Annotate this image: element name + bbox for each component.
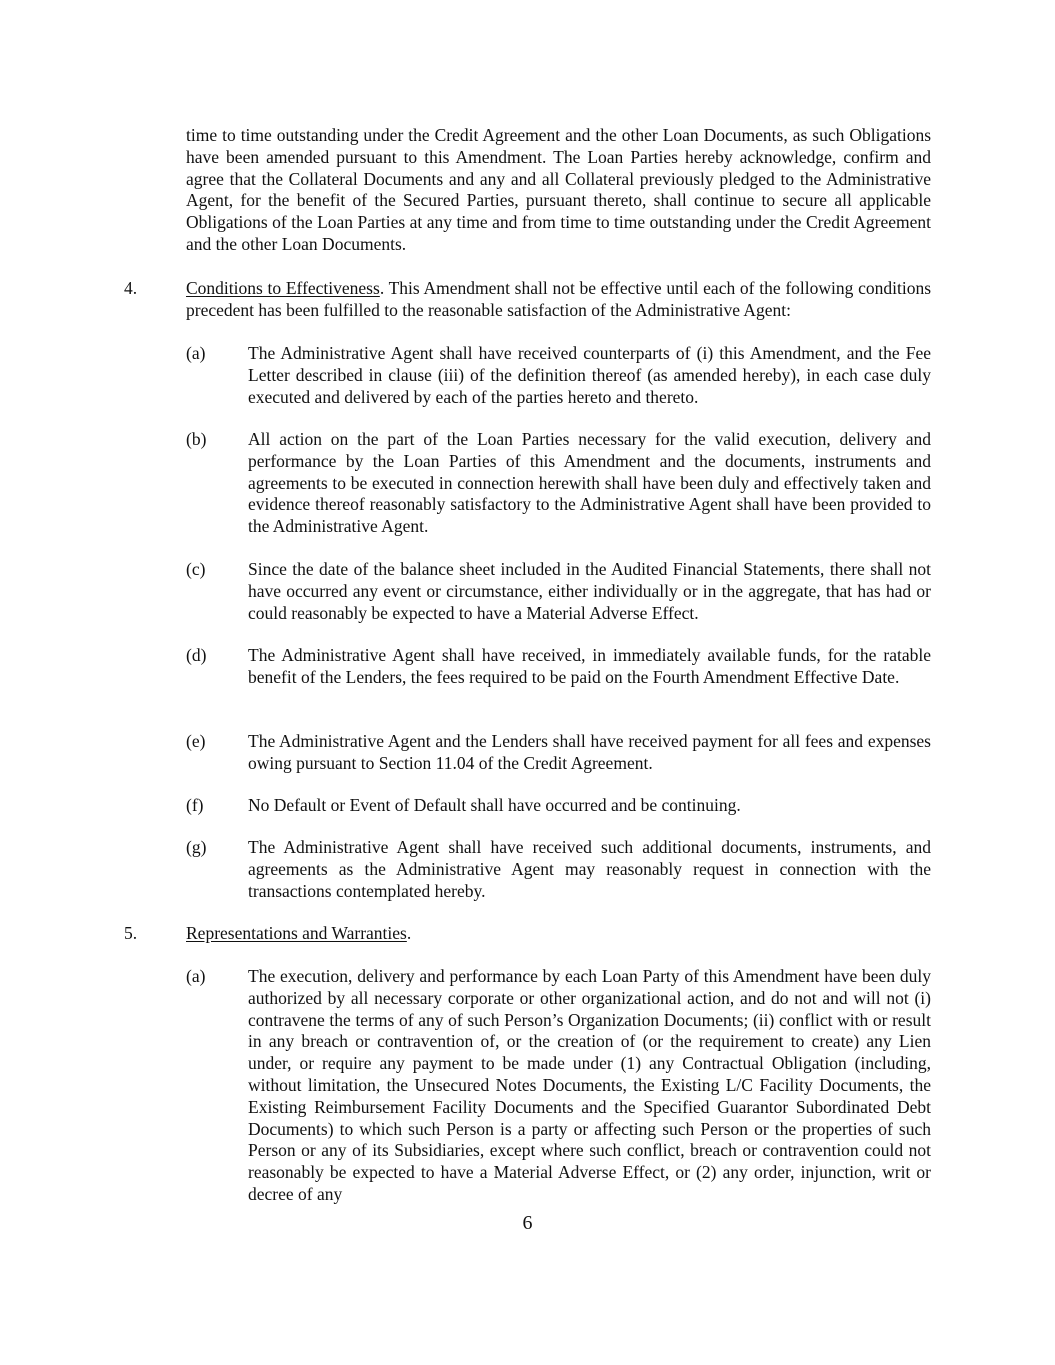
section-4-item-g-text: The Administrative Agent shall have received such additional documents, instruments, and agreements as the Administrative Agent may reasonably request in connection with the transactions contemplated hereby.: [248, 837, 931, 901]
section-4-item-d-text: The Administrative Agent shall have received, in immediately available funds, for the ratable benefit of the Lenders, the fees required to be paid on the Fourth Amendment Effective Date.: [248, 645, 931, 687]
section-4-item-c-label: (c): [186, 559, 206, 579]
page-number: 6: [522, 1212, 533, 1234]
section-5-item-a-text: The execution, delivery and performance by each Loan Party of this Amendment have been duly authorized by all necessary corporate or other organizational action, and do not and will not (i) contravene the terms of any of such Person’s Organization Documents; (ii) conflict with or result in any breach or contravention of, or the creation of (or the requirement to create) any Lien under, or require any payment to be made under (1) any Contractual Obligation (including, without limitation, the Unsecured Notes Documents, the Existing L/C Facility Documents, the Existing Reimbursement Facility Documents and the Specified Guarantor Subordinated Debt Documents) to which such Person is a party or affecting such Person or the properties of such Person or any of its Subsidiaries, except where such conflict, breach or contravention could not reasonably be expected to have a Material Adverse Effect, or (2) any order, injunction, writ or decree of any: [248, 966, 931, 1204]
section-4-item-f-text: No Default or Event of Default shall have occurred and be continuing.: [248, 795, 741, 815]
section-4-intro-text: . This Amendment shall not be effective until each of the following conditions precedent has been fulfilled to the reasonable satisfaction of the Administrative Agent:: [186, 278, 931, 320]
section-4-item-a-text: The Administrative Agent shall have received counterparts of (i) this Amendment, and the Fee Letter described in clause (iii) of the definition thereof (as amended hereby), in each case duly executed and delivered by each of the parties hereto and thereto.: [248, 343, 931, 407]
section-4-heading: Conditions to Effectiveness: [186, 278, 380, 298]
section-4-item-d-label: (d): [186, 645, 207, 665]
section-4-item-b-text: All action on the part of the Loan Parties necessary for the valid execution, delivery and performance by the Loan Parties of this Amendment and the documents, instruments and agreements to be executed in connection herewith shall have been duly and effectively taken and evidence thereof reasonably satisfactory to the Administrative Agent shall have been provided to the Administrative Agent.: [248, 429, 931, 537]
section-5-intro-text: .: [406, 923, 412, 943]
section-4-intro: [186, 278, 931, 322]
section-5-heading: Representations and Warranties: [186, 923, 407, 943]
section-5-intro: [186, 923, 931, 945]
section-4-item-a-label: (a): [186, 343, 206, 363]
section-4-number: 4.: [124, 278, 138, 298]
section-4-item-b-label: (b): [186, 429, 207, 449]
section-4-item-e-label: (e): [186, 731, 206, 751]
continuation-paragraph: time to time outstanding under the Credit Agreement and the other Loan Documents, as such Obligations have been amended pursuant to this Amendment. The Loan Parties hereby acknowledge, confirm and agree that the Collateral Documents and any and all Collateral previously pledged to the Administrative Agent, for the benefit of the Secured Parties, pursuant thereto, shall continue to secure all applicable Obligations of the Loan Parties at any time and from time to time outstanding under the Credit Agreement and the other Loan Documents.: [186, 125, 931, 254]
section-5-item-a-label: (a): [186, 966, 206, 986]
section-4-item-c-text: Since the date of the balance sheet included in the Audited Financial Statements, there shall not have occurred any event or circumstance, either individually or in the aggregate, that has had or could reasonably be expected to have a Material Adverse Effect.: [248, 559, 931, 623]
section-4-item-f-label: (f): [186, 795, 204, 815]
section-4-item-g-label: (g): [186, 837, 207, 857]
section-4-item-e-text: The Administrative Agent and the Lenders shall have received payment for all fees and expenses owing pursuant to Section 11.04 of the Credit Agreement.: [248, 731, 931, 773]
section-5-number: 5.: [124, 923, 138, 943]
